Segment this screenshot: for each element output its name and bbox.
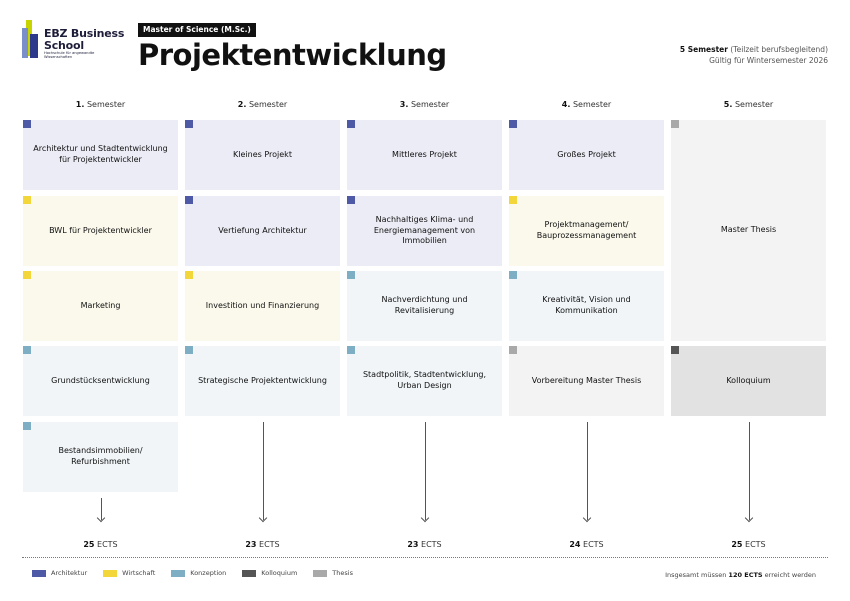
module-label: Großes Projekt — [557, 149, 616, 159]
module-marker-icon — [509, 120, 517, 128]
module-marker-icon — [185, 346, 193, 354]
legend — [32, 569, 369, 577]
ects-unit: ECTS — [745, 540, 766, 549]
module-thesis[interactable] — [509, 346, 664, 416]
module-marker-icon — [23, 346, 31, 354]
legend-swatch-icon — [313, 570, 327, 577]
legend-item-konzeption — [171, 569, 226, 577]
module-marker-icon — [185, 196, 193, 204]
module-marker-icon — [185, 271, 193, 279]
semester-label: Semester — [86, 100, 126, 109]
module-marker-icon — [23, 271, 31, 279]
module-label: Kreativität, Vision und Kommunikation — [542, 295, 631, 315]
semester-label: Semester — [410, 100, 450, 109]
module-wirtschaft[interactable] — [509, 196, 664, 266]
logo-school: School — [44, 39, 84, 52]
module-konzeption[interactable] — [23, 422, 178, 492]
module-konzeption[interactable] — [509, 271, 664, 341]
module-label: Strategische Projektentwicklung — [198, 375, 327, 385]
module-label: Kolloquium — [726, 375, 771, 385]
legend-label: Architektur — [51, 569, 88, 577]
semester-number: 2. — [237, 100, 247, 109]
logo-subtitle: Hochschule für angewandte Wissenschaften — [44, 51, 95, 59]
semester-ects — [347, 540, 502, 549]
logo-mark-icon — [22, 20, 46, 60]
semester-number: 3. — [399, 100, 409, 109]
ects-value: 25 — [731, 540, 743, 549]
legend-label: Konzeption — [190, 569, 227, 577]
module-label: Stadtpolitik, Stadtentwicklung, Urban Design — [362, 370, 487, 390]
ects-unit: ECTS — [259, 540, 280, 549]
legend-swatch-icon — [171, 570, 185, 577]
semester-ects — [185, 540, 340, 549]
semester-label: Semester — [572, 100, 612, 109]
semester-header — [509, 100, 664, 109]
semester-number: 1. — [75, 100, 85, 109]
down-arrow-icon — [101, 498, 102, 520]
legend-item-wirtschaft — [103, 569, 155, 577]
down-arrow-icon — [587, 422, 588, 520]
module-label: Nachverdichtung und Revitalisierung — [381, 295, 468, 315]
module-marker-icon — [671, 120, 679, 128]
semester-header — [185, 100, 340, 109]
total-prefix: Insgesamt müssen — [665, 571, 727, 579]
legend-label: Thesis — [332, 569, 353, 577]
module-architektur[interactable] — [347, 196, 502, 266]
ects-value: 24 — [569, 540, 581, 549]
ects-unit: ECTS — [97, 540, 118, 549]
semester-header — [671, 100, 826, 109]
module-architektur[interactable] — [185, 120, 340, 190]
semester-number: 5. — [723, 100, 733, 109]
program-meta — [680, 45, 828, 67]
legend-swatch-icon — [32, 570, 46, 577]
module-konzeption[interactable] — [347, 346, 502, 416]
semester-label: Semester — [734, 100, 774, 109]
total-ects: 120 ECTS — [728, 571, 763, 579]
module-marker-icon — [509, 346, 517, 354]
module-label: Kleines Projekt — [233, 149, 292, 159]
legend-label: Wirtschaft — [122, 569, 156, 577]
legend-item-kolloquium — [242, 569, 297, 577]
down-arrow-icon — [425, 422, 426, 520]
module-label: Architektur und Stadtentwicklung für Projektentwickler — [33, 144, 168, 164]
module-architektur[interactable] — [509, 120, 664, 190]
ects-value: 23 — [245, 540, 257, 549]
total-suffix: erreicht werden — [764, 571, 816, 579]
semester-header — [347, 100, 502, 109]
module-marker-icon — [23, 120, 31, 128]
module-konzeption[interactable] — [347, 271, 502, 341]
legend-item-thesis — [313, 569, 353, 577]
module-label: Vorbereitung Master Thesis — [531, 375, 642, 385]
semester-ects — [23, 540, 178, 549]
module-architektur[interactable] — [347, 120, 502, 190]
module-wirtschaft[interactable] — [23, 271, 178, 341]
module-marker-icon — [347, 271, 355, 279]
module-marker-icon — [23, 422, 31, 430]
logo-title: EBZ Business — [44, 27, 125, 40]
semester-ects — [509, 540, 664, 549]
semester-header — [23, 100, 178, 109]
module-thesis[interactable] — [671, 120, 826, 341]
module-marker-icon — [347, 346, 355, 354]
module-label: Master Thesis — [720, 225, 777, 235]
module-label: Bestandsimmobilien/ Refurbishment — [58, 446, 143, 466]
module-marker-icon — [509, 196, 517, 204]
page-title: Projektentwicklung — [138, 38, 447, 72]
ects-value: 25 — [83, 540, 95, 549]
legend-swatch-icon — [242, 570, 256, 577]
module-marker-icon — [23, 196, 31, 204]
semester-count: 5 Semester — [679, 45, 728, 54]
divider — [22, 557, 828, 558]
module-marker-icon — [347, 196, 355, 204]
ects-value: 23 — [407, 540, 419, 549]
module-label: Projektmanagement/ Bauprozessmanagement — [536, 220, 637, 240]
total-ects-note — [665, 571, 816, 579]
ects-unit: ECTS — [421, 540, 442, 549]
module-marker-icon — [347, 120, 355, 128]
legend-item-architektur — [32, 569, 87, 577]
down-arrow-icon — [749, 422, 750, 520]
semester-label: Semester — [248, 100, 288, 109]
module-marker-icon — [185, 120, 193, 128]
module-marker-icon — [671, 346, 679, 354]
module-label: Mittleres Projekt — [392, 149, 457, 159]
down-arrow-icon — [263, 422, 264, 520]
semester-ects — [671, 540, 826, 549]
module-label: Grundstücksentwicklung — [51, 375, 150, 385]
semester-note: (Teilzeit berufsbegleitend) — [730, 45, 828, 54]
module-kolloquium[interactable] — [671, 346, 826, 416]
module-wirtschaft[interactable] — [185, 271, 340, 341]
degree-badge: Master of Science (M.Sc.) — [138, 23, 256, 37]
ebz-logo — [22, 20, 132, 62]
module-konzeption[interactable] — [185, 346, 340, 416]
module-konzeption[interactable] — [23, 346, 178, 416]
module-label: Nachhaltiges Klima- und Energiemanagement von Immobilien — [373, 214, 476, 246]
module-marker-icon — [509, 271, 517, 279]
module-label: BWL für Projektentwickler — [49, 225, 152, 235]
module-label: Investition und Finanzierung — [205, 300, 320, 310]
module-label: Marketing — [80, 300, 121, 310]
legend-label: Kolloquium — [261, 569, 298, 577]
module-wirtschaft[interactable] — [23, 196, 178, 266]
validity-note: Gültig für Wintersemester 2026 — [709, 55, 828, 65]
module-architektur[interactable] — [23, 120, 178, 190]
module-label: Vertiefung Architektur — [218, 225, 307, 235]
semester-number: 4. — [561, 100, 571, 109]
legend-swatch-icon — [103, 570, 117, 577]
ects-unit: ECTS — [583, 540, 604, 549]
module-architektur[interactable] — [185, 196, 340, 266]
